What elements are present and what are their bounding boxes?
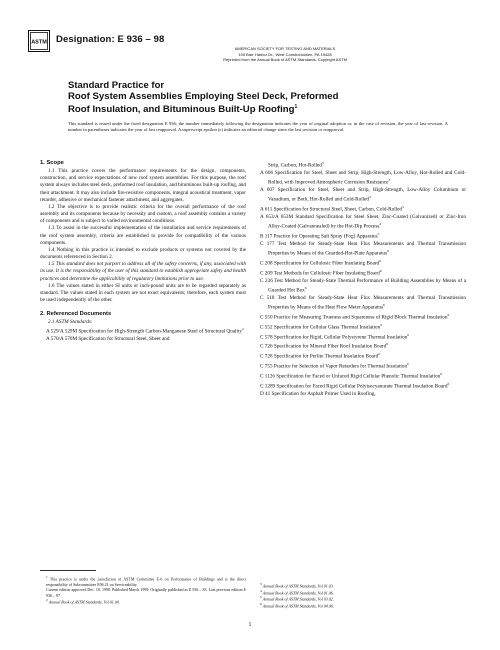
footnote-marker: 6 bbox=[447, 381, 450, 386]
section-heading: 2. Referenced Documents bbox=[40, 311, 112, 318]
title-line: Roof System Assemblies Employing Steel Deck, Preformed bbox=[68, 91, 339, 102]
footnote-text: This practice is under the jurisdiction of ASTM Committee E-6 on Performance of Buildings and is the direct responsibility of Subcommittee E06.21 on Serviceability. bbox=[46, 576, 247, 587]
document-title bbox=[68, 80, 448, 115]
reference-item bbox=[254, 214, 466, 231]
reference-item bbox=[254, 187, 466, 204]
reference-item bbox=[254, 351, 466, 361]
footnote-marker: 6 bbox=[380, 322, 382, 327]
reference-item bbox=[254, 361, 466, 371]
astm-logo-icon bbox=[28, 30, 50, 52]
paragraph: 1.6 The values stated in either SI units or inch-pound units are to be regarded separately as standard. The values stated in each system are not exact equivalents; therefore, each system must be used independently of the other. bbox=[40, 282, 246, 303]
footnote-marker: 3 bbox=[388, 178, 391, 183]
reference-item bbox=[254, 371, 466, 381]
left-column bbox=[40, 160, 246, 343]
reference-item bbox=[254, 204, 466, 214]
title-line bbox=[68, 102, 448, 115]
reference-item bbox=[254, 341, 466, 351]
reference-item bbox=[40, 326, 246, 336]
footnote bbox=[260, 602, 466, 609]
reference-text: C 518 Test Method for Steady-State Heat Flux Measurements and Thermal Transmission Properties by Means of the Heat Flow Meter Apparatus bbox=[260, 294, 466, 311]
reference-item bbox=[254, 278, 466, 295]
footnote-marker: 3 bbox=[369, 195, 371, 200]
publisher-line: AMERICAN SOCIETY FOR TESTING AND MATERIALS bbox=[234, 46, 336, 51]
paragraph: 1.2 The objective is to provide realistic criteria for the overall performance of the roof assembly and its components because by necessity and custom, a roof assembly contains a variety of components and is subject to varied environmental conditions. bbox=[40, 203, 246, 225]
reference-item bbox=[254, 391, 466, 398]
reference-text: C 726 Specification for Mineral Fiber Roof Insulation Board bbox=[260, 344, 387, 351]
footnote-marker: 6 bbox=[304, 285, 307, 290]
publisher-line: Reprinted from the Annual Book of ASTM Standards. Copyright ASTM bbox=[223, 57, 347, 62]
reference-item bbox=[254, 332, 466, 342]
footnote-marker: 6 bbox=[382, 302, 385, 307]
reference-item bbox=[254, 241, 466, 258]
reference-list bbox=[254, 160, 466, 398]
footnote-marker: 6 bbox=[379, 268, 382, 273]
publisher-info bbox=[190, 46, 380, 63]
reference-item bbox=[254, 170, 466, 187]
footnote bbox=[260, 589, 466, 596]
reference-text: D 41 Specification for Asphalt Primer Used in Roofing, bbox=[260, 390, 376, 397]
footnote-marker: 3 bbox=[321, 161, 324, 165]
footnote bbox=[46, 575, 246, 587]
reference-text: B 117 Practice for Operating Salt Spray (Fog) Apparatus bbox=[260, 233, 378, 240]
reference-text: C 209 Test Methods for Cellulosic Fiber Insulating Board bbox=[260, 270, 380, 277]
reference-text: C 208 Specification for Cellulosic Fiber Insulating Board bbox=[260, 260, 380, 267]
footnote-marker: 6 bbox=[447, 312, 450, 317]
reference-text: C 550 Practice for Measuring Trueness and Squareness of Rigid Block Thermal Insulation bbox=[260, 314, 448, 321]
logo-text: ASTM bbox=[31, 39, 47, 46]
footnotes-right bbox=[254, 582, 466, 609]
paragraph: 1.1 This practice covers the performance requirements for the design, components, construction, and service expectations of new roof system assemblies. For this purpose, the roof system always includes steel deck, preformed roof insulation, and bituminous built-up roofing, and their attachment. It may also include fire-resistive components, integral acoustical treatment, vapor retarder, adhesive or mechanical fastener attachment, and aggregates. bbox=[40, 168, 246, 203]
issued-note: This standard is issued under the fixed designation E 936; the number immediately following the designation indicates the year of original adoption or, in the case of revision, the year of last revision. A number in parentheses indicates the year of last reapproval. A superscript epsilon (ε) indicates an editorial change since the last revision or reapproval. bbox=[68, 121, 448, 133]
footnote-text: Annual Book of ASTM Standards, Vol 01.03. bbox=[262, 583, 334, 589]
section-heading: 1. Scope bbox=[40, 160, 64, 166]
reference-item bbox=[254, 381, 466, 391]
reference-item bbox=[254, 268, 466, 278]
reference-item bbox=[254, 312, 466, 322]
footnote-rule bbox=[40, 570, 96, 571]
footnote-marker: 1 bbox=[46, 575, 48, 579]
footnote-marker: 5 bbox=[377, 231, 380, 236]
footnote-marker: 6 bbox=[387, 248, 389, 253]
page-number: 1 bbox=[248, 622, 252, 628]
footnote-marker: 5 bbox=[260, 595, 262, 600]
reference-item bbox=[254, 231, 466, 241]
reference-text: A 611 Specification for Structural Steel, Sheet, Carbon, Cold-Rolled bbox=[260, 206, 403, 213]
paragraph: 1.4 Nothing in this practice is intended to exclude products or systems not covered by the documents referenced in Section 2. bbox=[40, 246, 246, 261]
reference-text: A 606 Specification for Steel, Sheet and Strip, High-Strength, Low-Alloy, Hot-Rolled and Cold-Rolled, with Improved Atmospheric Corrosion Resistance bbox=[260, 169, 466, 186]
footnote bbox=[46, 587, 246, 598]
reference-text: Strip, Carbon, Hot-Rolled bbox=[268, 162, 322, 169]
publisher-line: 100 Barr Harbor Dr., West Conshohocken, PA 19428 bbox=[238, 51, 332, 57]
reference-text: A 529/A 529M Specification for High-Strength Carbon-Manganese Steel of Structural Quality bbox=[46, 329, 242, 336]
footnote bbox=[260, 582, 466, 589]
footnotes-left bbox=[40, 575, 246, 605]
footnote-marker: 6 bbox=[260, 602, 262, 607]
reference-text: C 755 Practice for Selection of Vapor Retarders for Thermal Insulation bbox=[260, 363, 408, 370]
footnote-marker: 6 bbox=[407, 332, 410, 337]
footnote-marker: 3 bbox=[260, 582, 262, 586]
footnote-marker: 6 bbox=[379, 258, 381, 263]
designation: Designation: E 936 – 98 bbox=[56, 34, 165, 45]
title-line-text: Roof Insulation, and Bituminous Built-Up Roofing bbox=[68, 104, 295, 116]
footnote-marker: 3 bbox=[402, 204, 404, 209]
footnote bbox=[260, 595, 466, 602]
footnote-text: Annual Book of ASTM Standards, Vol 01.04. bbox=[48, 599, 120, 605]
footnote-marker: 2 bbox=[46, 597, 48, 602]
reference-text: A 607 Specification for Steel, Sheet and Strip, High-Strength, Low-Alloy Columbium or Vanadium, or Both, Hot-Rolled and Cold-Rolled bbox=[260, 186, 466, 203]
footnote-marker: 6 bbox=[407, 362, 409, 367]
reference-text: C 552 Specification for Cellular Glass Thermal Insulation bbox=[260, 324, 381, 331]
footnote-marker: 6 bbox=[386, 342, 388, 347]
reference-text: C 1289 Specification for Faced Rigid Cellular Polyisocyanurate Thermal Insulation Board bbox=[260, 383, 448, 390]
reference-text: C 177 Test Method for Steady-State Heat Flux Measurements and Thermal Transmission Properties by Means of the Guarded-Hot-Plate Apparatus bbox=[260, 240, 466, 257]
title-line: Standard Practice for bbox=[68, 80, 165, 91]
reference-item bbox=[40, 336, 246, 343]
footnote-marker: 2 bbox=[241, 327, 244, 332]
paragraph: 1.3 To assist in the successful implementation of the installation and service requirements of the roof system assembly, criteria are established to provide for compatibility of the various components. bbox=[40, 225, 246, 246]
reference-item bbox=[254, 258, 466, 268]
footnote-text: Current edition approved Dec. 10, 1998. Published March 1999. Originally published as E 936 – 83. Last previous edition E 936 – 97. bbox=[46, 587, 246, 598]
safety-paragraph: 1.5 This standard does not purport to address all of the safety concerns, if any, associated with its use. It is the responsibility of the user of this standard to establish appropriate safety and health practices and determine the applicability of regulatory limitations prior to use. bbox=[40, 261, 246, 282]
reference-text: C 728 Specification for Perlite Thermal Insulation Board bbox=[260, 354, 379, 361]
right-column bbox=[254, 160, 466, 398]
footnote-text: Annual Book of ASTM Standards, Vol 03.02. bbox=[262, 596, 334, 602]
footnote-marker: 6 bbox=[378, 352, 380, 357]
reference-list bbox=[40, 326, 246, 343]
footnote-text: Annual Book of ASTM Standards, Vol 01.06. bbox=[262, 590, 334, 596]
footnote-text: Annual Book of ASTM Standards, Vol 04.06. bbox=[262, 603, 334, 609]
footnote-marker: 1 bbox=[294, 104, 298, 110]
reference-text: A 570/A 570M Specification for Structural Steel, Sheet and bbox=[46, 336, 170, 343]
reference-text: C 578 Specification for Rigid, Cellular Polystyrene Thermal Insulation bbox=[260, 334, 408, 341]
footnote bbox=[46, 598, 246, 605]
reference-text: A 653/A 653M Standard Specification for Steel Sheet, Zinc-Coated (Galvanized) or Zinc-Iron Alloy-Coated (Galvannealed) by the Hot-Dip Process bbox=[260, 213, 466, 230]
subsection-heading: 2.1 ASTM Standards: bbox=[48, 319, 93, 326]
footnote-marker: 6 bbox=[440, 372, 442, 377]
reference-item bbox=[254, 160, 466, 170]
reference-item bbox=[254, 322, 466, 332]
reference-item bbox=[254, 295, 466, 312]
footnote-marker: 4 bbox=[379, 222, 382, 227]
reference-text: C 1126 Specification for Faced or Unfaced Rigid Cellular Phenolic Thermal Insulation bbox=[260, 373, 441, 380]
reference-text: C 236 Test Method for Steady-State Thermal Performance of Building Assemblies by Means of a Guarded Hot Box bbox=[260, 277, 466, 294]
footnote-marker: 4 bbox=[260, 588, 262, 593]
